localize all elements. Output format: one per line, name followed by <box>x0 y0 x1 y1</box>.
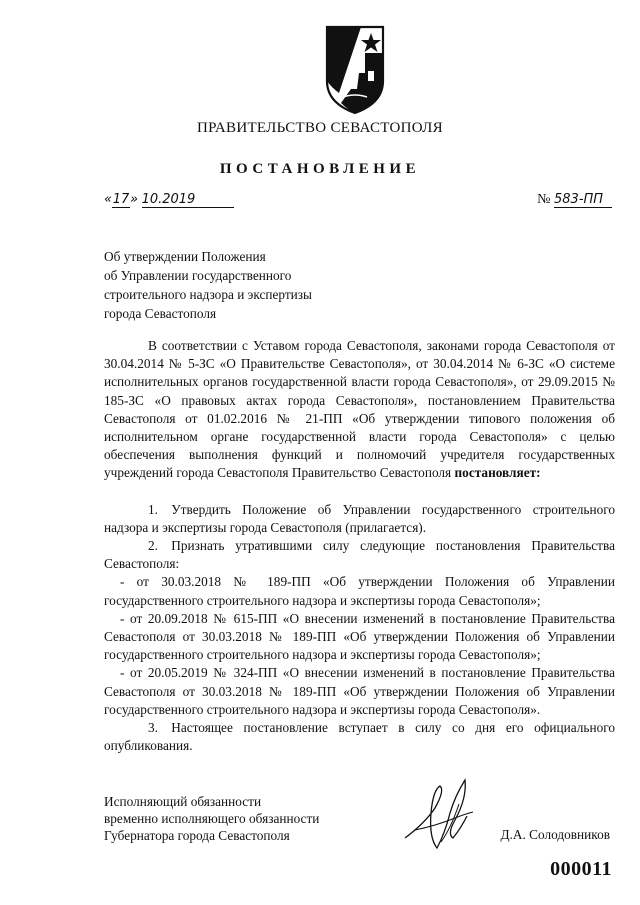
document-subject <box>104 247 312 323</box>
decree-subitem: - от 20.09.2018 № 615-ПП «О внесении изменений в постановление Правительства Севастополя от 30.03.2018 № 189-ПП «Об утверждении Положения об Управлении государственного строительного надзора и экспертизы города Севастополя»; <box>104 610 615 663</box>
subject-line: об Управлении государственного <box>104 268 292 283</box>
decree-subitem: - от 30.03.2018 № 189-ПП «Об утверждении Положения об Управлении государственного строительного надзора и экспертизы города Севастополя»; <box>104 574 615 608</box>
document-date <box>104 192 234 208</box>
number-value: 583-ПП <box>554 192 612 208</box>
position-line: временно исполняющего обязанности <box>104 811 320 826</box>
government-name: ПРАВИТЕЛЬСТВО СЕВАСТОПОЛЯ <box>197 120 443 136</box>
decree-word: постановляет: <box>454 465 541 481</box>
preamble-text: В соответствии с Уставом города Севастополя, законами города Севастополя от 30.04.2014 № 5-ЗС «О Правительстве Севастополя», от 30.04.2014 № 6-ЗС «О системе исполнительных органов государственной власти города Севастополя», от 29.09.2015 № 185-ЗС «О правовых актах города Севастополя», постановлением Правительства Севастополя от 01.02.2016 № 21-ПП «Об утверждении типового положения об исполнительном органе государственной власти города Севастополя» с целью обеспечения выполнения функций и полномочий учредителя государственных учреждений города Севастополя Правительство Севастополя <box>104 338 615 481</box>
registration-number: 000011 <box>550 858 612 880</box>
signatory-name: Д.А. Солодовников <box>500 827 610 842</box>
signatory-position <box>104 793 319 844</box>
date-month-year: 10.2019 <box>142 192 234 208</box>
decree-item: 1. Утвердить Положение об Управлении государственного строительного надзора и экспертизы города Севастополя (прилагается). <box>104 501 615 535</box>
date-open-quote: « <box>104 192 113 207</box>
handwritten-signature <box>395 768 485 858</box>
date-day: 17 <box>112 192 130 207</box>
preamble-paragraph <box>104 337 615 483</box>
decree-item: 2. Признать утратившими силу следующие постановления Правительства Севастополя: <box>104 538 615 572</box>
document-body <box>104 337 615 755</box>
number-prefix: № <box>537 192 551 207</box>
position-line: Губернатора города Севастополя <box>104 828 290 843</box>
subject-line: города Севастополя <box>104 306 217 321</box>
document-number <box>537 192 612 208</box>
subject-line: Об утверждении Положения <box>104 249 266 264</box>
sevastopol-coat-of-arms-emblem <box>321 23 389 115</box>
date-close-quote: » <box>130 192 139 207</box>
decree-item: 3. Настоящее постановление вступает в силу со дня его официального опубликования. <box>104 720 615 754</box>
document-type-title: ПОСТАНОВЛЕНИЕ <box>219 161 421 177</box>
decree-subitem: - от 20.05.2019 № 324-ПП «О внесении изменений в постановление Правительства Севастополя от 30.03.2018 № 189-ПП «Об утверждении Положения об Управлении государственного строительного надзора и экспертизы города Севастополя». <box>104 665 615 717</box>
position-line: Исполняющий обязанности <box>104 794 262 809</box>
subject-line: строительного надзора и экспертизы <box>104 287 312 302</box>
